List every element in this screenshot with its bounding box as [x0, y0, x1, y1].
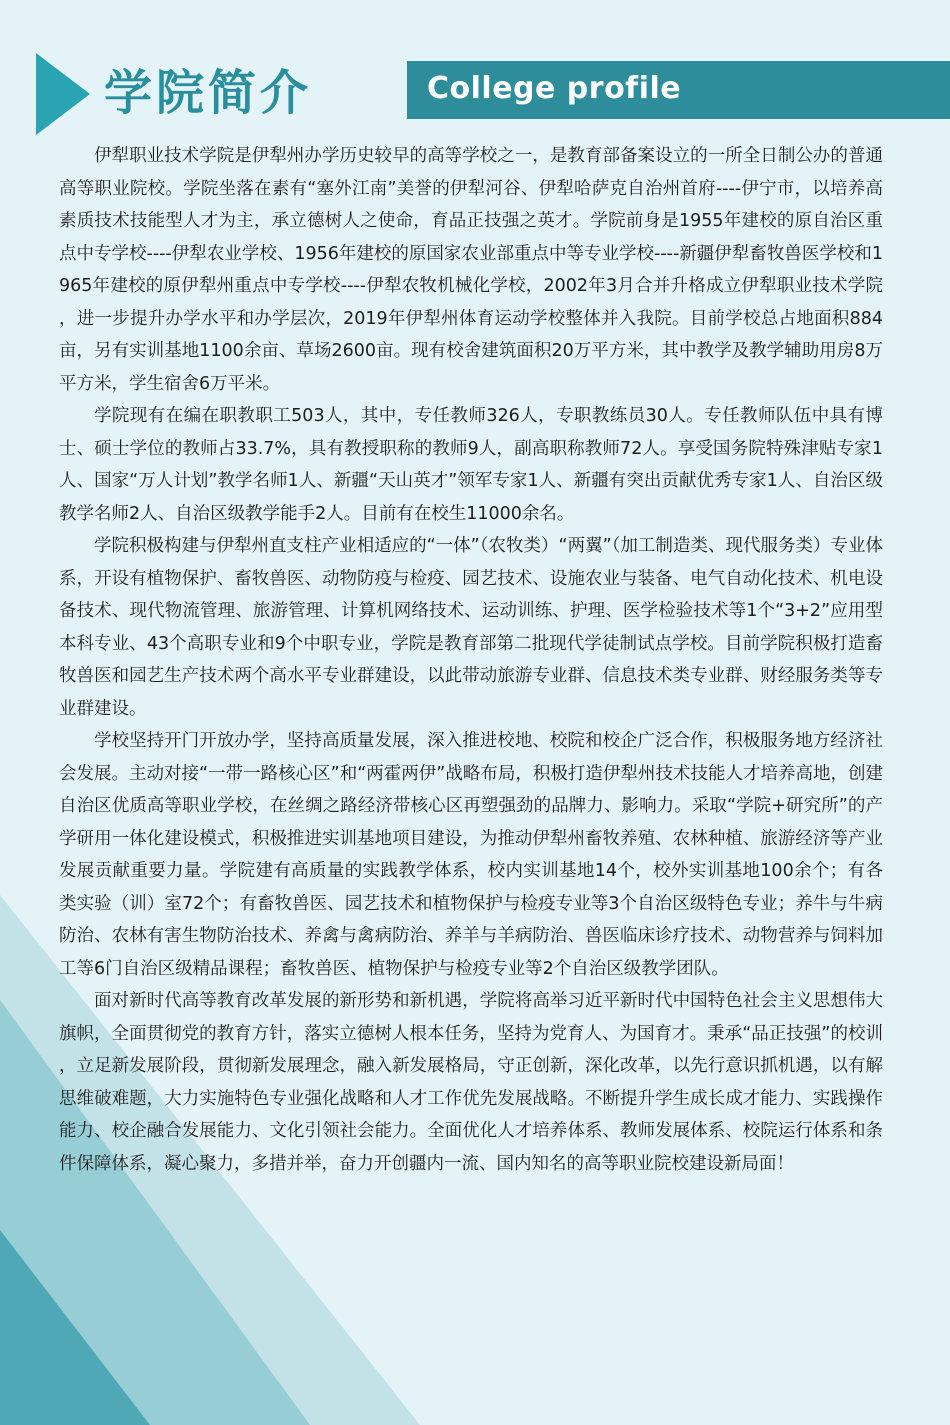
paragraph-outlook: 面对新时代高等教育改革发展的新形势和新机遇，学院将高举习近平新时代中国特色社会主义思想伟大旗帜，全面贯彻党的教育方针，落实立德树人根本任务，坚持为党育人、为国育才。秉承“品正技强”的校训，立足新发展阶段，贯彻新发展理念，融入新发展格局，守正创新，深化改革，以先行意识抓机遇，以有解思维破难题，大力实施特色专业强化战略和人才工作优先发展战略。不断提升学生成长成才能力、实践操作能力、校企融合发展能力、文化引领社会能力。全面优化人才培养体系、教师发展体系、校院运行体系和条件保障体系，凝心聚力，多措并举，奋力开创疆内一流、国内知名的高等职业院校建设新局面！ — [59, 991, 883, 1174]
play-triangle-icon — [36, 53, 90, 135]
paragraph-introduction: 伊犁职业技术学院是伊犁州办学历史较早的高等学校之一，是教育部备案设立的一所全日制公办的普通高等职业院校。学院坐落在素有“塞外江南”美誉的伊犁河谷、伊犁哈萨克自治州首府----伊宁市，以培养高素质技术技能型人才为主，承立德树人之使命，育品正技强之英才。学院前身是1955年建校的原自治区重点中专学校----伊犁农业学校、1956年建校的原国家农业部重点中等专业学校----新疆伊犁畜牧兽医学校和1965年建校的原伊犁州重点中专学校----伊犁农牧机械化学校，2002年3月合并升格成立伊犁职业技术学院，进一步提升办学水平和办学层次，2019年伊犁州体育运动学校整体并入我院。目前学校总占地面积884亩，另有实训基地1100余亩、草场2600亩。现有校舍建筑面积20万平方米，其中教学及教学辅助用房8万平方米，学生宿舍6万平米。 — [59, 146, 883, 394]
profile-body — [59, 140, 883, 1180]
paragraph-cooperation: 学校坚持开门开放办学，坚持高质量发展，深入推进校地、校院和校企广泛合作，积极服务地方经济社会发展。主动对接“一带一路核心区”和“两霍两伊”战略布局，积极打造伊犁州技术技能人才培养高地，创建自治区优质高等职业学校，在丝绸之路经济带核心区再塑强劲的品牌力、影响力。采取“学院+研究所”的产学研用一体化建设模式，积极推进实训基地项目建设，为推动伊犁州畜牧养殖、农林种植、旅游经济等产业发展贡献重要力量。学院建有高质量的实践教学体系，校内实训基地14个，校外实训基地100余个；有各类实验（训）室72个；有畜牧兽医、园艺技术和植物保护与检疫专业等3个自治区级特色专业；养牛与牛病防治、农林有害生物防治技术、养禽与禽病防治、养羊与羊病防治、兽医临床诊疗技术、动物营养与饲料加工等6门自治区级精品课程；畜牧兽医、植物保护与检疫专业等2个自治区级教学团队。 — [59, 731, 883, 979]
paragraph-programs: 学院积极构建与伊犁州直支柱产业相适应的“一体”（农牧类）“两翼”（加工制造类、现代服务类）专业体系，开设有植物保护、畜牧兽医、动物防疫与检疫、园艺技术、设施农业与装备、电气自动化技术、机电设备技术、现代物流管理、旅游管理、计算机网络技术、运动训练、护理、医学检验技术等1个“3+2”应用型本科专业、43个高职专业和9个中职专业，学院是教育部第二批现代学徒制试点学校。目前学院积极打造畜牧兽医和园艺生产技术两个高水平专业群建设，以此带动旅游专业群、信息技术类专业群、财经服务类等专业群建设。 — [59, 536, 883, 719]
paragraph-faculty: 学院现有在编在职教职工503人，其中，专任教师326人，专职教练员30人。专任教师队伍中具有博士、硕士学位的教师占33.7%，具有教授职称的教师9人，副高职称教师72人。享受国务院特殊津贴专家1人、国家“万人计划”教学名师1人、新疆“天山英才”领军专家1人、新疆有突出贡献优秀专家1人、自治区级教学名师2人、自治区级教学能手2人。目前有在校生11000余名。 — [59, 406, 883, 524]
title-banner — [407, 61, 950, 119]
page-title-english: College profile — [427, 71, 682, 106]
page-title-chinese: 学院简介 — [104, 65, 313, 121]
